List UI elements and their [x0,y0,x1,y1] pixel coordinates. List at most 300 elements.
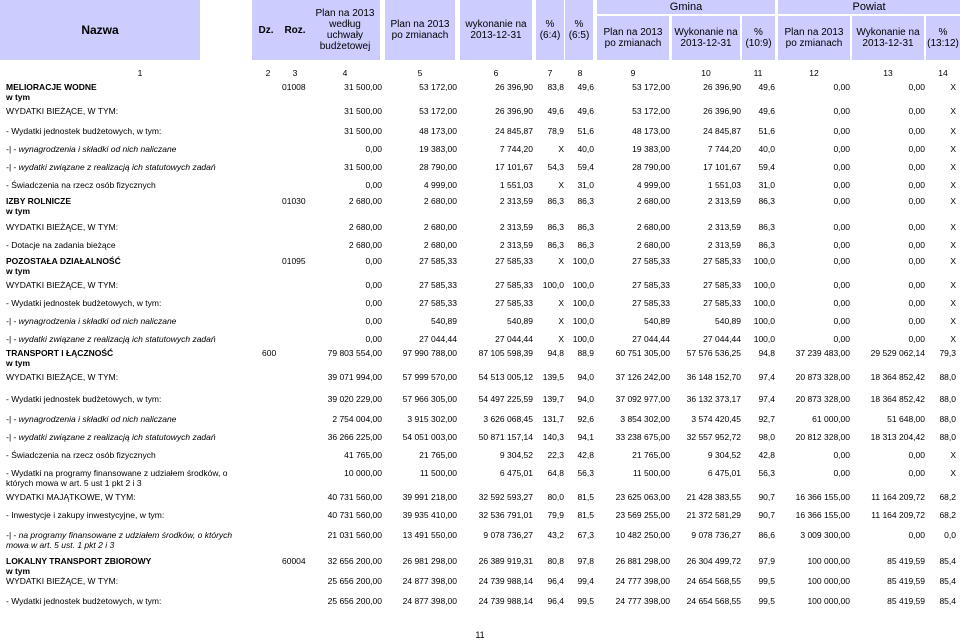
table-header [0,0,960,60]
cell-c10: 2 313,59 [707,222,741,232]
cell-c8: 99,5 [577,596,594,606]
cell-c11: 94,8 [758,348,775,358]
cell-c9: 37 126 242,00 [615,372,670,382]
cell-c6: 27 585,33 [495,298,533,308]
cell-c9: 2 680,00 [636,240,670,250]
cell-c8: 100,0 [572,298,594,308]
cell-c9: 48 173,00 [632,126,670,136]
cell-c12: 61 000,00 [812,414,850,424]
cell-c14: X [950,222,956,232]
cell-c9: 27 044,44 [632,334,670,344]
cell-c10: 2 313,59 [707,196,741,206]
cell-c11: 49,6 [758,82,775,92]
cell-c4: 21 031 560,00 [327,530,382,540]
cell-c7: 96,4 [547,576,564,586]
cell-c11: 97,4 [758,372,775,382]
cell-c13: 18 364 852,42 [870,394,925,404]
cell-c6: 54 513 005,12 [478,372,533,382]
colnum-6: 6 [493,68,499,78]
cell-c13: 0,00 [908,162,925,172]
cell-c6: 2 313,59 [499,196,533,206]
col-pct65: % (6:5) [565,0,593,60]
row-label: WYDATKI BIEŻĄCE, W TYM: [6,576,119,586]
cell-c8: 51,6 [577,126,594,136]
cell-c14: X [950,180,956,190]
cell-c13: 0,00 [908,298,925,308]
cell-c10: 3 574 420,45 [691,414,741,424]
cell-c11: 56,3 [758,468,775,478]
cell-c10: 26 396,90 [703,82,741,92]
cell-c12: 0,00 [833,144,850,154]
table-row [0,530,960,556]
cell-c11: 40,0 [758,144,775,154]
cell-c9: 24 777 398,00 [615,596,670,606]
powiat-group: Powiat [778,0,960,14]
cell-c6: 27 585,33 [495,256,533,266]
cell-c4: 31 500,00 [344,106,382,116]
cell-c12: 16 366 155,00 [795,510,850,520]
cell-c8: 40,0 [577,144,594,154]
cell-c14: 0,0 [944,530,956,540]
cell-c12: 100 000,00 [807,596,850,606]
cell-c10: 57 576 536,25 [686,348,741,358]
cell-c6: 17 101,67 [495,162,533,172]
row-label: - Świadczenia na rzecz osób fizycznych [6,450,156,460]
cell-c9: 53 172,00 [632,106,670,116]
cell-c10: 2 313,59 [707,240,741,250]
col-roz: Roz. [280,0,310,60]
cell-c7: 80,8 [547,556,564,566]
col-plan-zmian: Plan na 2013 po zmianach [385,0,455,60]
cell-c4: 2 680,00 [348,222,382,232]
cell-c12: 0,00 [833,180,850,190]
cell-c14: X [950,126,956,136]
cell-c5: 48 173,00 [419,126,457,136]
col-gmina-wyk: Wykonanie na 2013-12-31 [672,16,740,60]
table-row [0,348,960,374]
cell-c6: 6 475,01 [499,468,533,478]
cell-c6: 9 078 736,27 [483,530,533,540]
cell-c4: 0,00 [365,298,382,308]
row-label: -| - wynagrodzenia i składki od nich naliczane [6,414,177,424]
cell-c6: 3 626 068,45 [483,414,533,424]
cell-c7: 139,7 [542,394,564,404]
cell-c13: 51 648,00 [887,414,925,424]
cell-c5: 3 915 302,00 [407,414,457,424]
cell-c5: 97 990 788,00 [402,348,457,358]
cell-c8: 94,1 [577,432,594,442]
cell-c13: 0,00 [908,316,925,326]
colnum-1: 1 [137,68,143,78]
cell-c5: 57 966 305,00 [402,394,457,404]
cell-c6: 7 744,20 [499,144,533,154]
cell-c6: 24 845,87 [495,126,533,136]
cell-c5: 27 585,33 [419,256,457,266]
cell-c9: 11 500,00 [632,468,670,478]
cell-c10: 24 654 568,55 [686,576,741,586]
table-row [0,196,960,222]
cell-c14: 88,0 [939,414,956,424]
cell-c11: 42,8 [758,450,775,460]
cell-c8: 88,9 [577,348,594,358]
cell-c9: 37 092 977,00 [615,394,670,404]
row-label: - Wydatki jednostek budżetowych, w tym: [6,126,162,136]
col-nazwa: Nazwa [0,0,200,60]
gmina-group: Gmina [597,0,775,14]
cell-c4: 25 656 200,00 [327,576,382,586]
cell-c14: X [950,316,956,326]
cell-c12: 0,00 [833,196,850,206]
cell-c13: 0,00 [908,334,925,344]
cell-c8: 81,5 [577,510,594,520]
cell-c7: X [558,298,564,308]
cell-c14: X [950,468,956,478]
row-label: -| - wydatki związane z realizacją ich statutowych zadań [6,162,216,172]
col-wykonanie: wykonanie na 2013-12-31 [460,0,532,60]
cell-c13: 0,00 [908,280,925,290]
cell-c12: 0,00 [833,256,850,266]
row-label: - Wydatki jednostek budżetowych, w tym: [6,298,162,308]
cell-c8: 100,0 [572,256,594,266]
cell-c6: 50 871 157,14 [478,432,533,442]
cell-c8: 97,8 [577,556,594,566]
cell-c9: 3 854 302,00 [620,414,670,424]
col-plan-uchwaly: Plan na 2013 według uchwały budżetowej [310,0,380,60]
cell-c6: 26 389 919,31 [478,556,533,566]
cell-c5: 4 999,00 [423,180,457,190]
cell-c4: 32 656 200,00 [327,556,382,566]
cell-c11: 97,4 [758,394,775,404]
cell-c6: 54 497 225,59 [478,394,533,404]
cell-c5: 24 877 398,00 [402,596,457,606]
cell-c4: 0,00 [365,144,382,154]
cell-c4: 0,00 [365,256,382,266]
row-label: WYDATKI BIEŻĄCE, W TYM: [6,106,119,116]
cell-c11: 49,6 [758,106,775,116]
cell-c8: 81,5 [577,492,594,502]
cell-c6: 27 044,44 [495,334,533,344]
colnum-7: 7 [547,68,553,78]
cell-c5: 54 051 003,00 [402,432,457,442]
cell-c14: 85,4 [939,596,956,606]
row-label: - Wydatki na programy finansowane z udziałem środków, o których mowa w art. 5 ust 1 pkt 2 i 3 [6,468,230,488]
cell-c13: 0,00 [908,144,925,154]
cell-c12: 0,00 [833,162,850,172]
colnum-8: 8 [577,68,583,78]
row-code: 60004 [282,556,306,566]
row-label: WYDATKI BIEŻĄCE, W TYM: [6,280,119,290]
cell-c7: 43,2 [547,530,564,540]
cell-c13: 0,00 [908,530,925,540]
cell-c10: 6 475,01 [707,468,741,478]
cell-c12: 3 009 300,00 [800,530,850,540]
cell-c11: 90,7 [758,510,775,520]
cell-c5: 21 765,00 [419,450,457,460]
cell-c5: 53 172,00 [419,82,457,92]
cell-c7: 86,3 [547,222,564,232]
cell-c7: X [558,144,564,154]
cell-c9: 53 172,00 [632,82,670,92]
colnum-11: 11 [753,68,763,78]
cell-c10: 7 744,20 [707,144,741,154]
row-label: - Świadczenia na rzecz osób fizycznych [6,180,156,190]
cell-c13: 85 419,59 [887,576,925,586]
cell-c14: 85,4 [939,556,956,566]
cell-c6: 32 592 593,27 [478,492,533,502]
page-number: 11 [475,630,485,640]
cell-c11: 100,0 [753,298,775,308]
cell-c13: 0,00 [908,180,925,190]
cell-c4: 79 803 554,00 [327,348,382,358]
cell-c12: 0,00 [833,126,850,136]
cell-c14: 79,3 [939,348,956,358]
cell-c10: 26 396,90 [703,106,741,116]
cell-c6: 2 313,59 [499,222,533,232]
row-label: -| - wydatki związane z realizacją ich statutowych zadań [6,334,216,344]
cell-c14: X [950,240,956,250]
cell-c6: 540,89 [507,316,533,326]
cell-c6: 9 304,52 [499,450,533,460]
cell-c12: 0,00 [833,280,850,290]
row-label: IZBY ROLNICZE w tym [6,196,72,216]
cell-c13: 85 419,59 [887,596,925,606]
colnum-4: 4 [342,68,348,78]
row-label: WYDATKI BIEŻĄCE, W TYM: [6,222,119,232]
cell-c11: 86,6 [758,530,775,540]
cell-c11: 99,5 [758,596,775,606]
cell-c10: 27 585,33 [703,256,741,266]
cell-c4: 36 266 225,00 [327,432,382,442]
cell-c7: 64,8 [547,468,564,478]
cell-c10: 540,89 [715,316,741,326]
cell-c12: 100 000,00 [807,556,850,566]
row-label: TRANSPORT I ŁĄCZNOŚĆ w tym [6,348,114,368]
cell-c9: 10 482 250,00 [615,530,670,540]
cell-c10: 36 132 373,17 [686,394,741,404]
cell-c4: 0,00 [365,280,382,290]
cell-c8: 56,3 [577,468,594,478]
cell-c5: 39 991 218,00 [402,492,457,502]
cell-c9: 28 790,00 [632,162,670,172]
cell-c10: 9 078 736,27 [691,530,741,540]
cell-c11: 100,0 [753,280,775,290]
col-gmina-plan: Plan na 2013 po zmianach [597,16,669,60]
table-row [0,596,960,622]
cell-c14: X [950,82,956,92]
cell-c4: 2 680,00 [348,240,382,250]
cell-c5: 2 680,00 [423,240,457,250]
cell-c7: 131,7 [542,414,564,424]
cell-c5: 27 044,44 [419,334,457,344]
cell-c11: 86,3 [758,196,775,206]
cell-c8: 94,0 [577,372,594,382]
cell-c4: 31 500,00 [344,82,382,92]
cell-c10: 26 304 499,72 [686,556,741,566]
cell-c5: 2 680,00 [423,196,457,206]
cell-c5: 11 500,00 [419,468,457,478]
cell-c4: 10 000,00 [344,468,382,478]
row-label: -| - wydatki związane z realizacją ich statutowych zadań [6,432,216,442]
cell-c12: 0,00 [833,106,850,116]
col-powiat-pct: % (13:12) [926,16,960,60]
cell-c13: 0,00 [908,468,925,478]
cell-c7: 78,9 [547,126,564,136]
cell-c9: 27 585,33 [632,256,670,266]
cell-c12: 20 812 328,00 [795,432,850,442]
colnum-9: 9 [630,68,636,78]
cell-c12: 0,00 [833,450,850,460]
cell-c6: 26 396,90 [495,106,533,116]
cell-c12: 0,00 [833,82,850,92]
cell-c5: 27 585,33 [419,298,457,308]
cell-c14: X [950,196,956,206]
row-label: - Inwestycje i zakupy inwestycyjne, w tym: [6,510,165,520]
cell-c9: 60 751 305,00 [615,348,670,358]
cell-c4: 40 731 560,00 [327,492,382,502]
cell-c10: 32 557 952,72 [686,432,741,442]
cell-c5: 27 585,33 [419,280,457,290]
cell-c7: 86,3 [547,196,564,206]
cell-c13: 11 164 209,72 [871,510,925,520]
cell-c11: 59,4 [758,162,775,172]
cell-c8: 86,3 [577,222,594,232]
cell-c12: 0,00 [833,334,850,344]
cell-c6: 32 536 791,01 [478,510,533,520]
cell-c7: 54,3 [547,162,564,172]
cell-c7: 80,0 [547,492,564,502]
cell-c7: 94,8 [547,348,564,358]
cell-c12: 0,00 [833,240,850,250]
cell-c9: 27 585,33 [632,280,670,290]
cell-c7: 49,6 [547,106,564,116]
cell-c7: 79,9 [547,510,564,520]
cell-c7: X [558,180,564,190]
cell-c14: X [950,280,956,290]
col-powiat-wyk: Wykonanie na 2013-12-31 [852,16,924,60]
cell-c4: 40 731 560,00 [327,510,382,520]
cell-c14: 88,0 [939,432,956,442]
cell-c7: X [558,316,564,326]
cell-c11: 86,3 [758,222,775,232]
cell-c12: 0,00 [833,468,850,478]
cell-c6: 87 105 598,39 [478,348,533,358]
cell-c13: 29 529 062,14 [870,348,925,358]
cell-c10: 9 304,52 [707,450,741,460]
cell-c14: 68,2 [939,510,956,520]
cell-c7: 83,8 [547,82,564,92]
cell-c11: 100,0 [753,256,775,266]
cell-c4: 39 020 229,00 [327,394,382,404]
cell-c13: 0,00 [908,126,925,136]
table-row [0,468,960,494]
cell-c6: 24 739 988,14 [478,596,533,606]
row-code: 01008 [282,82,306,92]
row-label: - Dotacje na zadania bieżące [6,240,116,250]
cell-c10: 24 845,87 [703,126,741,136]
cell-c8: 100,0 [572,334,594,344]
cell-c8: 49,6 [577,106,594,116]
col-powiat-plan: Plan na 2013 po zmianach [778,16,850,60]
row-label: MELIORACJE WODNE w tym [6,82,97,102]
cell-c12: 20 873 328,00 [795,372,850,382]
cell-c5: 540,89 [431,316,457,326]
cell-c10: 24 654 568,55 [686,596,741,606]
cell-c13: 0,00 [908,196,925,206]
row-code: 01030 [282,196,306,206]
col-dz: Dz. [252,0,280,60]
col-pct64: % (6:4) [536,0,564,60]
cell-c7: 139,5 [542,372,564,382]
cell-c11: 98,0 [758,432,775,442]
colnum-2: 2 [265,68,271,78]
row-label: - Wydatki jednostek budżetowych, w tym: [6,394,162,404]
cell-c9: 4 999,00 [636,180,670,190]
cell-c4: 0,00 [365,180,382,190]
cell-c4: 2 680,00 [348,196,382,206]
cell-c8: 94,0 [577,394,594,404]
cell-c9: 23 569 255,00 [615,510,670,520]
table-row [0,82,960,108]
cell-c4: 0,00 [365,316,382,326]
cell-c11: 51,6 [758,126,775,136]
cell-c14: X [950,162,956,172]
cell-c10: 27 044,44 [703,334,741,344]
cell-c7: 22,3 [547,450,564,460]
cell-c10: 27 585,33 [703,280,741,290]
cell-c12: 100 000,00 [807,576,850,586]
cell-c6: 26 396,90 [495,82,533,92]
cell-c9: 2 680,00 [636,222,670,232]
cell-c12: 37 239 483,00 [795,348,850,358]
cell-c13: 85 419,59 [887,556,925,566]
colnum-5: 5 [417,68,423,78]
cell-c11: 92,7 [758,414,775,424]
cell-c14: X [950,450,956,460]
cell-c10: 27 585,33 [703,298,741,308]
cell-c14: 88,0 [939,372,956,382]
cell-c13: 0,00 [908,450,925,460]
colnum-3: 3 [292,68,298,78]
cell-c8: 59,4 [577,162,594,172]
cell-c14: X [950,256,956,266]
row-label: WYDATKI MAJĄTKOWE, W TYM: [6,492,136,502]
cell-c4: 0,00 [365,334,382,344]
cell-c11: 31,0 [758,180,775,190]
cell-c13: 0,00 [908,222,925,232]
cell-c13: 11 164 209,72 [871,492,925,502]
cell-c5: 24 877 398,00 [402,576,457,586]
cell-c9: 540,89 [644,316,670,326]
cell-c7: X [558,334,564,344]
cell-c10: 21 428 383,55 [686,492,741,502]
col-gmina-pct: % (10:9) [742,16,775,60]
row-label: POZOSTAŁA DZIAŁALNOŚĆ w tym [6,256,121,276]
cell-c9: 33 238 675,00 [615,432,670,442]
cell-c11: 100,0 [753,334,775,344]
cell-c5: 19 383,00 [419,144,457,154]
cell-c11: 100,0 [753,316,775,326]
cell-c9: 21 765,00 [632,450,670,460]
cell-c9: 23 625 063,00 [615,492,670,502]
cell-c8: 49,6 [577,82,594,92]
row-label: -| - wynagrodzenia i składki od nich naliczane [6,144,177,154]
row-label: WYDATKI BIEŻĄCE, W TYM: [6,372,119,382]
cell-c10: 17 101,67 [703,162,741,172]
cell-c6: 1 551,03 [499,180,533,190]
cell-c8: 100,0 [572,316,594,326]
cell-c8: 67,3 [577,530,594,540]
column-numbers [0,68,960,80]
